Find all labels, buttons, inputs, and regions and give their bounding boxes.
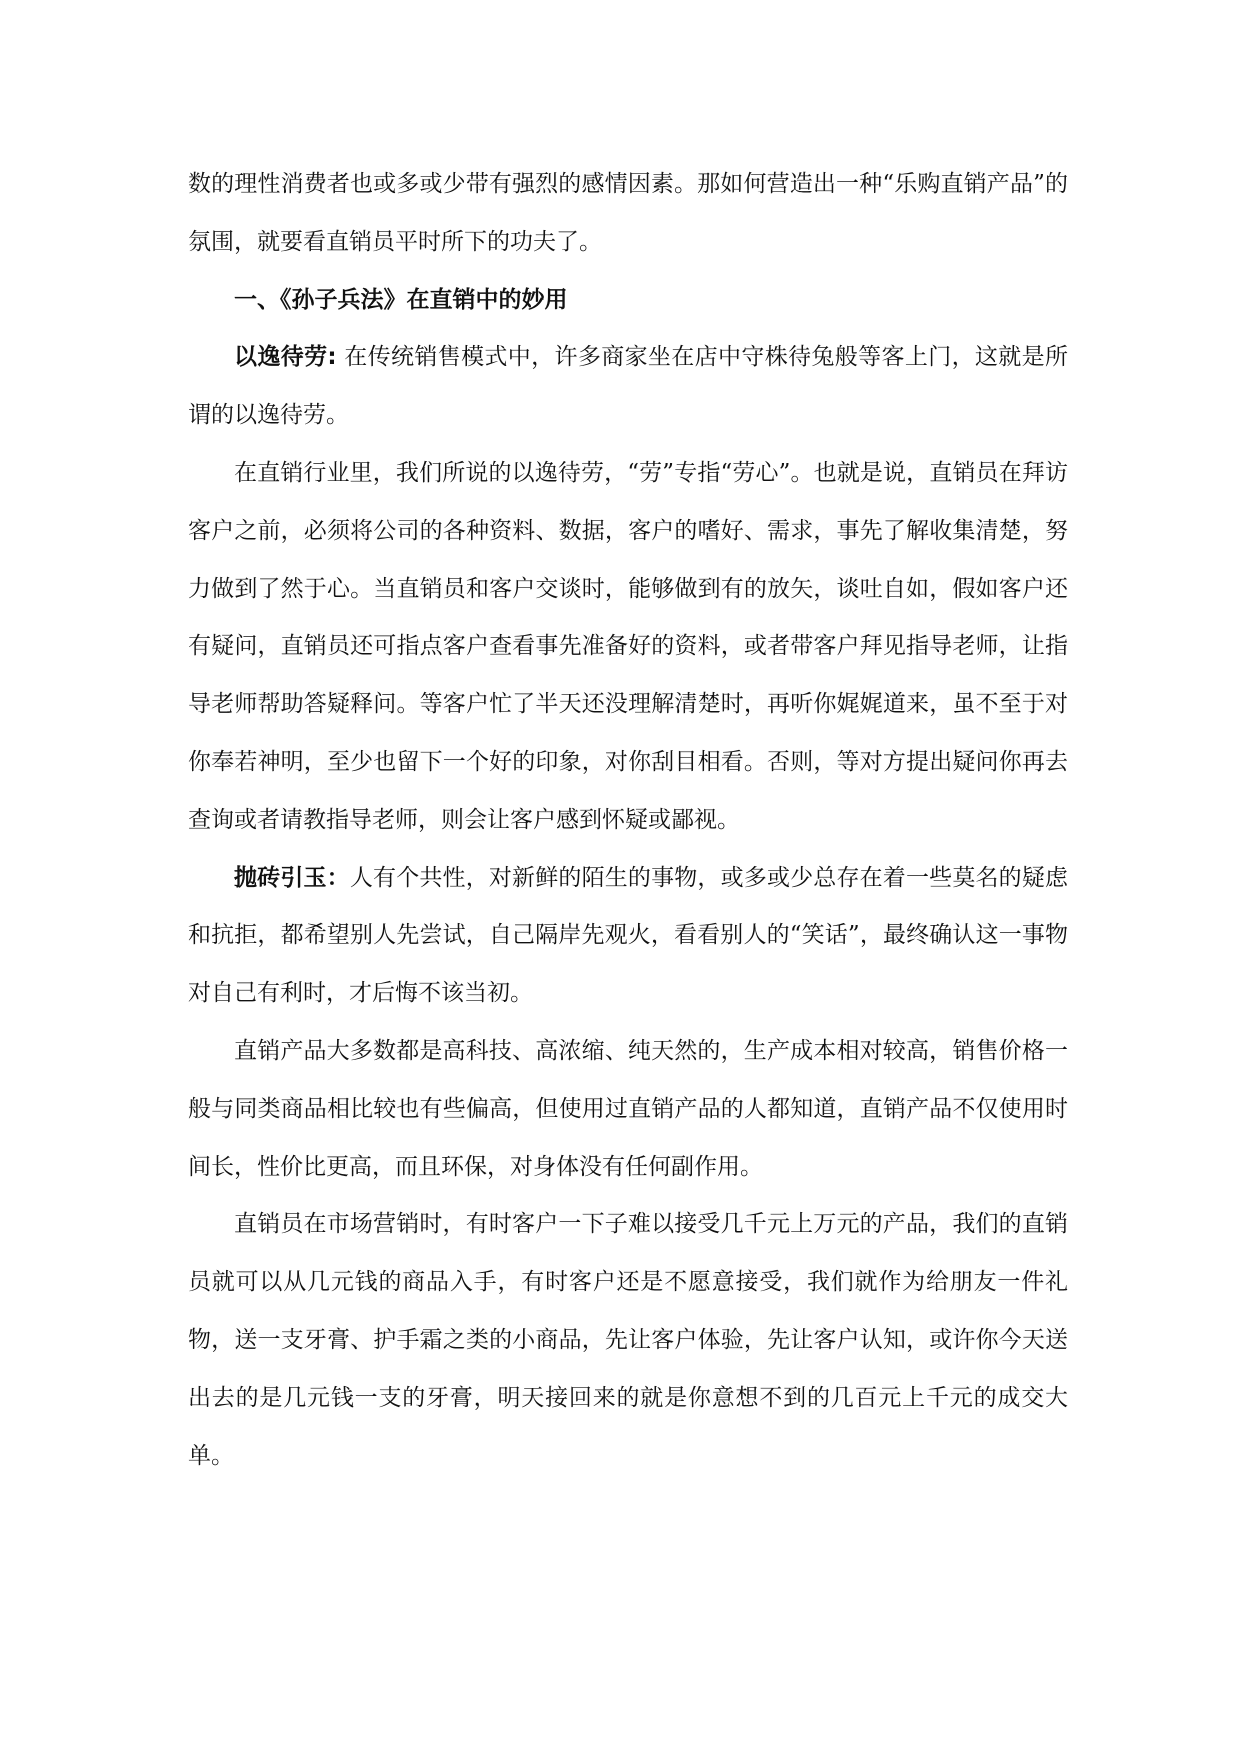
term-yiyidailao: 以逸待劳: (234, 344, 337, 371)
paragraph-text: 在传统销售模式中，许多商家坐在店中守株待兔般等客上门，这就是所谓的以逸待劳。 (188, 344, 1068, 429)
document-body (188, 156, 1068, 1485)
paragraph-paozhuanyinyu (188, 850, 1068, 1023)
paragraph-products: 直销产品大多数都是高科技、高浓缩、纯天然的，生产成本相对较高，销售价格一般与同类商品相比较也有些偏高，但使用过直销产品的人都知道，直销产品不仅使用时间长，性价比更高，而且环保，对身体没有任何副作用。 (188, 1037, 1068, 1180)
paragraph-marketing: 直销员在市场营销时，有时客户一下子难以接受几千元上万元的产品，我们的直销员就可以从几元钱的商品入手，有时客户还是不愿意接受，我们就作为给朋友一件礼物，送一支牙膏、护手霜之类的小商品，先让客户体验，先让客户认知，或许你今天送出去的是几元钱一支的牙膏，明天接回来的就是你意想不到的几百元上千元的成交大单。 (188, 1211, 1068, 1469)
paragraph-yiyidailao (188, 329, 1068, 445)
section-heading: 一、《孙子兵法》在直销中的妙用 (234, 286, 568, 313)
term-paozhuanyinyu: 抛砖引玉： (234, 864, 350, 891)
paragraph-continuation: 数的理性消费者也或多或少带有强烈的感情因素。那如何营造出一种“乐购直销产品”的氛围，就要看直销员平时所下的功夫了。 (188, 171, 1068, 255)
paragraph-text: 人有个共性，对新鲜的陌生的事物，或多或少总存在着一些莫名的疑虑和抗拒，都希望别人先尝试，自己隔岸先观火，看看别人的“笑话”，最终确认这一事物对自己有利时，才后悔不该当初。 (188, 864, 1069, 1007)
paragraph-laoxin: 在直销行业里，我们所说的以逸待劳，“劳”专指“劳心”。也就是说，直销员在拜访客户之前，必须将公司的各种资料、数据，客户的嗜好、需求，事先了解收集清楚，努力做到了然于心。当直销员和客户交谈时，能够做到有的放矢，谈吐自如，假如客户还有疑问，直销员还可指点客户查看事先准备好的资料，或者带客户拜见指导老师，让指导老师帮助答疑释问。等客户忙了半天还没理解清楚时，再听你娓娓道来，虽不至于对你奉若神明，至少也留下一个好的印象，对你刮目相看。否则，等对方提出疑问你再去查询或者请教指导老师，则会让客户感到怀疑或鄙视。 (188, 459, 1068, 833)
